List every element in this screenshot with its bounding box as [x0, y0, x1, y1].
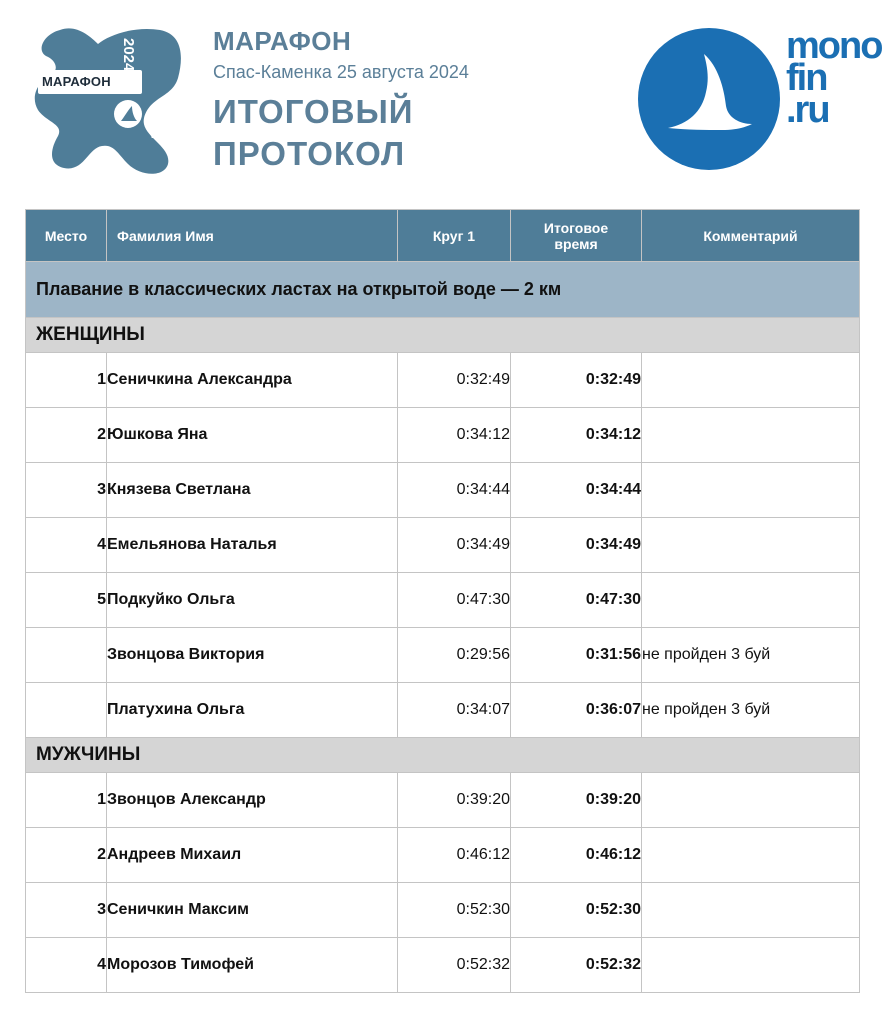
total-cell: 0:47:30: [511, 573, 642, 628]
comment-cell: [642, 408, 860, 463]
header-titles: [213, 26, 469, 174]
col-place: Место: [26, 210, 107, 262]
comment-cell: не пройден 3 буй: [642, 683, 860, 738]
name-cell: Платухина Ольга: [107, 683, 398, 738]
comment-cell: не пройден 3 буй: [642, 628, 860, 683]
lap1-cell: 0:32:49: [398, 353, 511, 408]
marathon-logo-label: МАРАФОН: [42, 74, 111, 89]
place-cell: 4: [26, 938, 107, 993]
place-cell: 1: [26, 353, 107, 408]
comment-cell: [642, 573, 860, 628]
event-title: Плавание в классических ластах на открытой воде — 2 км: [26, 262, 860, 318]
total-cell: 0:34:49: [511, 518, 642, 573]
monofin-word-1: mono: [786, 25, 882, 67]
protocol-heading-line1: ИТОГОВЫЙ: [213, 93, 414, 130]
name-cell: Звонцов Александр: [107, 773, 398, 828]
col-total-line1: Итоговое: [543, 219, 609, 236]
lap1-cell: 0:47:30: [398, 573, 511, 628]
total-cell: 0:46:12: [511, 828, 642, 883]
table-row: [26, 938, 860, 993]
comment-cell: [642, 828, 860, 883]
lap1-cell: 0:34:07: [398, 683, 511, 738]
place-cell: 4: [26, 518, 107, 573]
place-cell: [26, 628, 107, 683]
table-row: [26, 518, 860, 573]
name-cell: Андреев Михаил: [107, 828, 398, 883]
event-row: [26, 262, 860, 318]
name-cell: Звонцова Виктория: [107, 628, 398, 683]
comment-cell: [642, 463, 860, 518]
getwet-logo-text: get wet: [150, 113, 172, 141]
lap1-cell: 0:34:12: [398, 408, 511, 463]
table-row: [26, 828, 860, 883]
table-row: [26, 463, 860, 518]
lap1-cell: 0:52:32: [398, 938, 511, 993]
name-cell: Князева Светлана: [107, 463, 398, 518]
total-cell: 0:34:12: [511, 408, 642, 463]
results-table: [25, 209, 860, 993]
total-cell: 0:34:44: [511, 463, 642, 518]
name-cell: Емельянова Наталья: [107, 518, 398, 573]
monofin-fin-icon: [636, 26, 782, 172]
marathon-logo-year: 2024: [120, 38, 137, 72]
total-cell: 0:32:49: [511, 353, 642, 408]
name-cell: Юшкова Яна: [107, 408, 398, 463]
table-row: [26, 683, 860, 738]
protocol-heading-line2: ПРОТОКОЛ: [213, 135, 406, 172]
lap1-cell: 0:46:12: [398, 828, 511, 883]
place-cell: 2: [26, 408, 107, 463]
marathon-logo: [32, 26, 184, 176]
header-title: МАРАФОН: [213, 26, 352, 56]
lap1-cell: 0:34:49: [398, 518, 511, 573]
group-row: [26, 738, 860, 773]
name-cell: Морозов Тимофей: [107, 938, 398, 993]
name-cell: Подкуйко Ольга: [107, 573, 398, 628]
group-row: [26, 318, 860, 353]
table-header-row: [26, 210, 860, 262]
header-subtitle: Спас-Каменка 25 августа 2024: [213, 62, 469, 82]
table-row: [26, 353, 860, 408]
name-cell: Сеничкин Максим: [107, 883, 398, 938]
table-row: [26, 883, 860, 938]
comment-cell: [642, 353, 860, 408]
total-cell: 0:36:07: [511, 683, 642, 738]
splash-shape-icon: [32, 26, 184, 176]
place-cell: 2: [26, 828, 107, 883]
monofin-word-2: fin: [786, 57, 827, 99]
comment-cell: [642, 773, 860, 828]
place-cell: 3: [26, 463, 107, 518]
comment-cell: [642, 883, 860, 938]
name-cell: Сеничкина Александра: [107, 353, 398, 408]
lap1-cell: 0:34:44: [398, 463, 511, 518]
total-cell: 0:39:20: [511, 773, 642, 828]
group-title: ЖЕНЩИНЫ: [26, 318, 860, 353]
table-row: [26, 408, 860, 463]
table-row: [26, 628, 860, 683]
comment-cell: [642, 938, 860, 993]
monofin-wordmark: [786, 25, 882, 131]
total-cell: 0:31:56: [511, 628, 642, 683]
place-cell: 5: [26, 573, 107, 628]
comment-cell: [642, 518, 860, 573]
table-row: [26, 773, 860, 828]
total-cell: 0:52:32: [511, 938, 642, 993]
monofin-word-3: .ru: [786, 89, 829, 131]
lap1-cell: 0:39:20: [398, 773, 511, 828]
total-cell: 0:52:30: [511, 883, 642, 938]
monofin-logo: [636, 25, 882, 172]
group-title: МУЖЧИНЫ: [26, 738, 860, 773]
col-comment: Комментарий: [642, 210, 860, 262]
place-cell: 3: [26, 883, 107, 938]
col-lap1: Круг 1: [398, 210, 511, 262]
table-row: [26, 573, 860, 628]
col-total-line2: время: [554, 235, 598, 252]
place-cell: 1: [26, 773, 107, 828]
lap1-cell: 0:29:56: [398, 628, 511, 683]
place-cell: [26, 683, 107, 738]
lap1-cell: 0:52:30: [398, 883, 511, 938]
col-name: Фамилия Имя: [107, 210, 398, 262]
col-total: [511, 210, 642, 262]
